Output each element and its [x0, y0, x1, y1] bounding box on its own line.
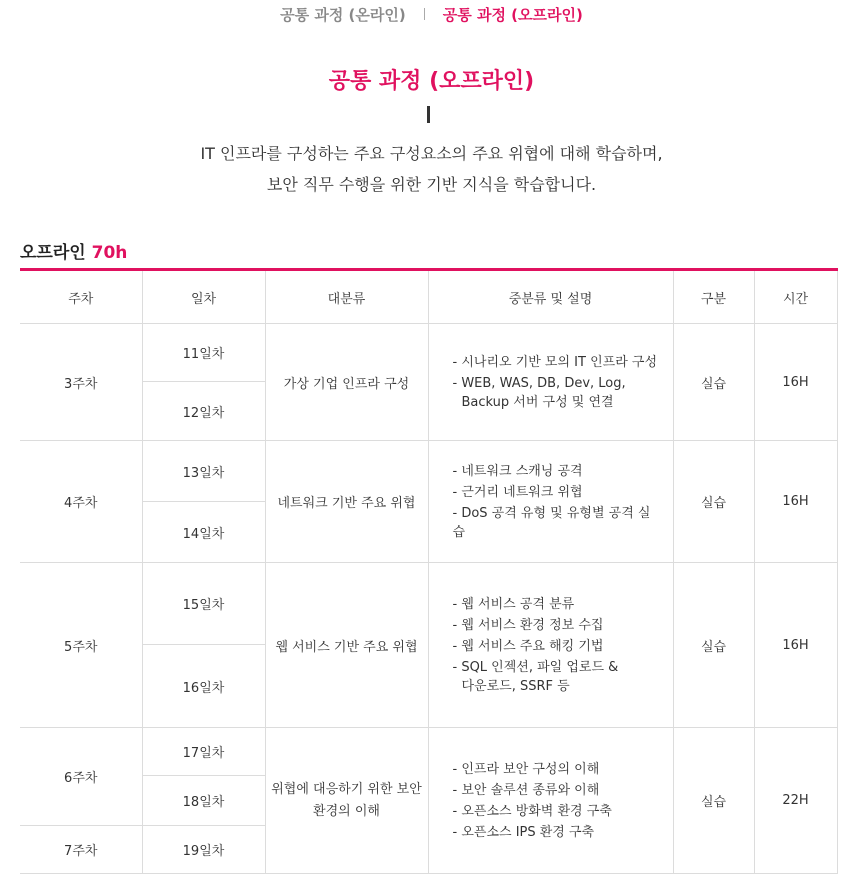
time-cell: 16H	[754, 441, 837, 563]
day-cell: 13일차	[142, 441, 265, 502]
section-title	[20, 238, 127, 263]
detail-item: - 웹 서비스 공격 분류	[452, 596, 575, 612]
time-cell: 16H	[754, 563, 837, 728]
schedule-table	[20, 268, 838, 874]
day-cell: 17일차	[142, 728, 265, 776]
week-cell: 7주차	[20, 826, 142, 874]
header-type: 구분	[673, 270, 754, 324]
details-cell	[428, 563, 673, 728]
tab-online[interactable]: 공통 과정 (온라인)	[280, 5, 406, 24]
header-category: 대분류	[265, 270, 428, 324]
section-label: 오프라인	[20, 243, 86, 263]
type-cell: 실습	[673, 324, 754, 441]
category-cell: 네트워크 기반 주요 위협	[265, 441, 428, 563]
details-cell	[428, 728, 673, 874]
time-cell: 16H	[754, 324, 837, 441]
section-hours: 70h	[91, 243, 128, 263]
detail-item: - 시나리오 기반 모의 IT 인프라 구성	[452, 354, 658, 370]
detail-item: - DoS 공격 유형 및 유형별 공격 실습	[452, 505, 651, 540]
type-cell: 실습	[673, 563, 754, 728]
description-line: 보안 직무 수행을 위한 기반 지식을 학습합니다.	[266, 175, 597, 194]
day-cell: 15일차	[142, 563, 265, 645]
tab-offline[interactable]: 공통 과정 (오프라인)	[442, 5, 583, 24]
course-tabs	[0, 0, 863, 28]
description-line: IT 인프라를 구성하는 주요 구성요소의 주요 위협에 대해 학습하며,	[200, 144, 663, 163]
detail-item: - 웹 서비스 환경 정보 수집	[452, 617, 604, 633]
detail-item: - 인프라 보안 구성의 이해	[452, 761, 600, 777]
type-cell: 실습	[673, 728, 754, 874]
course-description	[0, 138, 863, 200]
time-cell: 22H	[754, 728, 837, 874]
detail-item: - SQL 인젝션, 파일 업로드 & 다운로드, SSRF 등	[452, 659, 619, 694]
day-cell: 14일차	[142, 502, 265, 563]
details-cell	[428, 324, 673, 441]
day-cell: 11일차	[142, 324, 265, 382]
category-cell: 웹 서비스 기반 주요 위협	[265, 563, 428, 728]
header-details: 중분류 및 설명	[428, 270, 673, 324]
details-cell	[428, 441, 673, 563]
detail-item: - 웹 서비스 주요 해킹 기법	[452, 638, 604, 654]
category-cell: 위협에 대응하기 위한 보안 환경의 이해	[265, 728, 428, 874]
header-week: 주차	[20, 270, 142, 324]
detail-item: - 네트워크 스캐닝 공격	[452, 463, 583, 479]
detail-item: - 보안 솔루션 종류와 이해	[452, 782, 600, 798]
table-row	[20, 441, 837, 502]
day-cell: 18일차	[142, 776, 265, 826]
header-time: 시간	[754, 270, 837, 324]
day-cell: 12일차	[142, 382, 265, 441]
table-row	[20, 563, 837, 645]
header-day: 일차	[142, 270, 265, 324]
day-cell: 16일차	[142, 645, 265, 728]
detail-item: - 오픈소스 IPS 환경 구축	[452, 824, 595, 840]
type-cell: 실습	[673, 441, 754, 563]
week-cell: 3주차	[20, 324, 142, 441]
category-cell: 가상 기업 인프라 구성	[265, 324, 428, 441]
table-row	[20, 728, 837, 776]
week-cell: 5주차	[20, 563, 142, 728]
detail-item: - WEB, WAS, DB, Dev, Log, Backup 서버 구성 및 연결	[452, 375, 626, 410]
day-cell: 19일차	[142, 826, 265, 874]
page-title: 공통 과정 (오프라인)	[328, 69, 535, 94]
title-divider	[427, 106, 430, 123]
detail-item: - 근거리 네트워크 위협	[452, 484, 583, 500]
detail-item: - 오픈소스 방화벽 환경 구축	[452, 803, 612, 819]
table-row	[20, 324, 837, 382]
table-header-row	[20, 270, 837, 324]
week-cell: 6주차	[20, 728, 142, 826]
week-cell: 4주차	[20, 441, 142, 563]
